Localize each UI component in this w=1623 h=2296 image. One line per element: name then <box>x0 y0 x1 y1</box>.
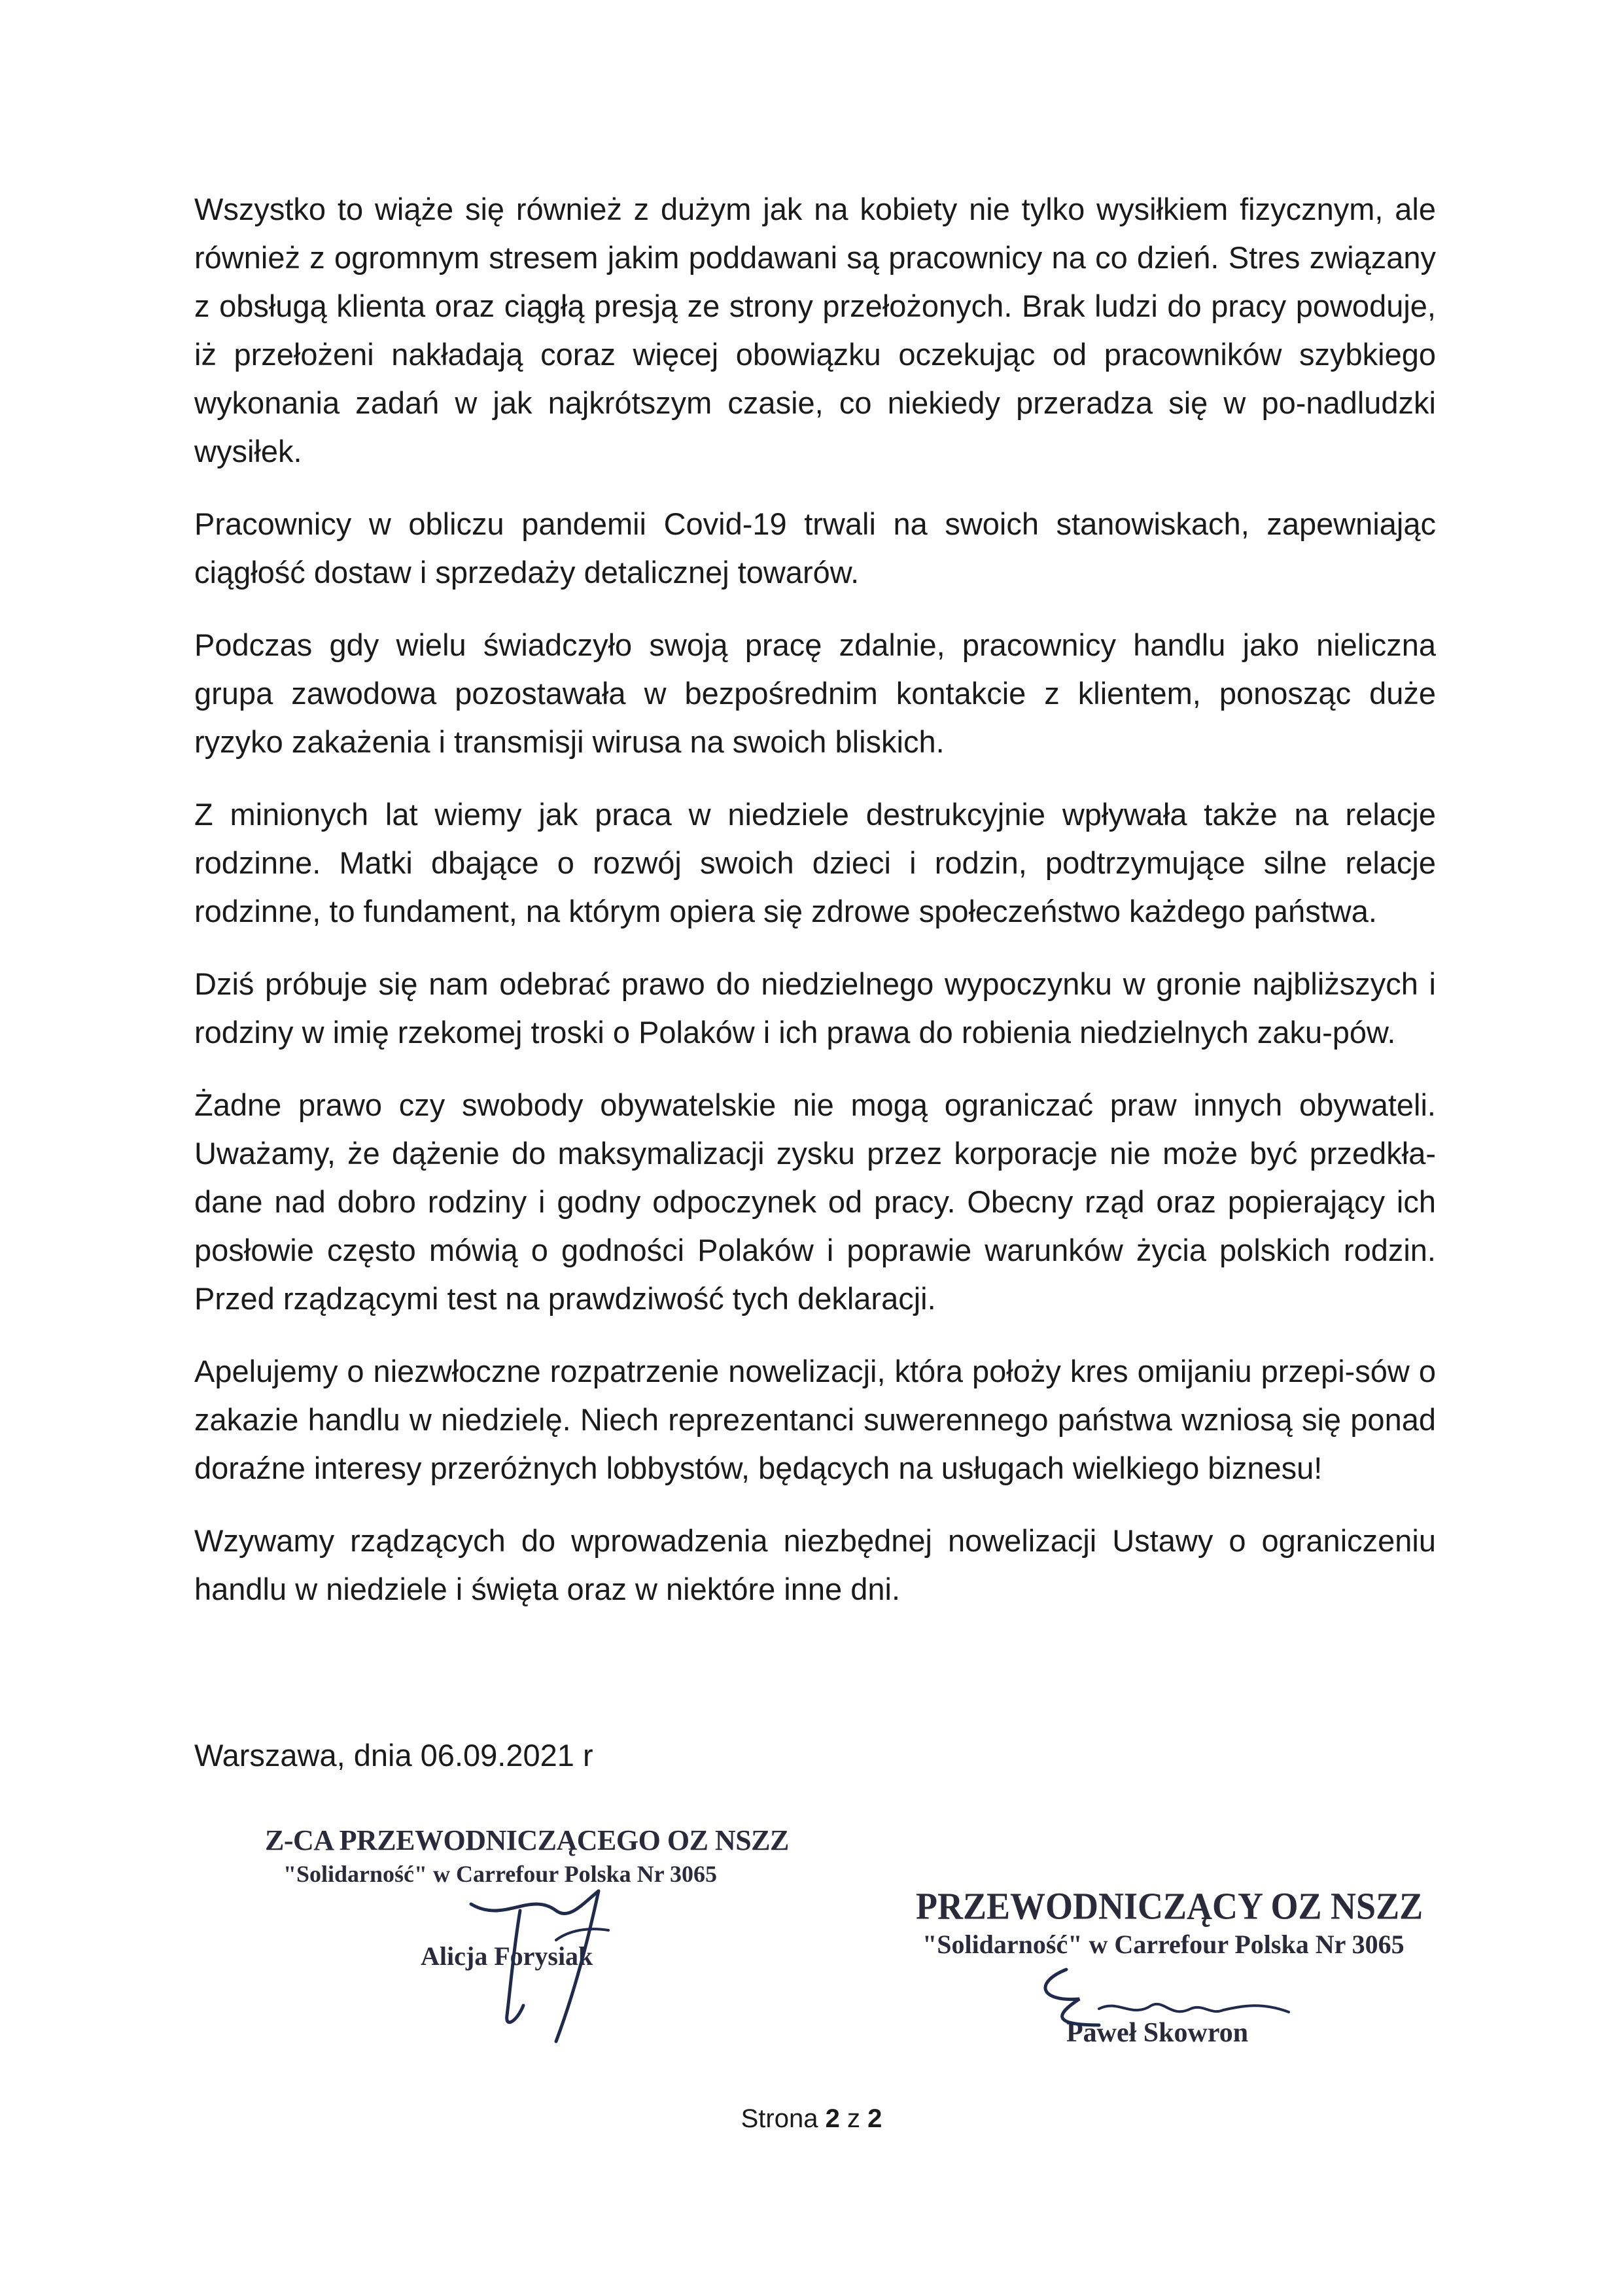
paragraph: Dziś próbuje się nam odebrać prawo do niedzielnego wypoczynku w gronie najbliższych i rodziny w imię rzekomej troski o Polaków i ich prawa do robienia niedzielnych zaku-pów. <box>194 966 1436 1050</box>
deputy-chair-signature <box>458 1865 628 2048</box>
paragraph: Apelujemy o niezwłoczne rozpatrzenie nowelizacji, która położy kres omijaniu przepi-sów o zakazie handlu w niedzielę. Niech reprezentanci suwerennego państwa wzniosą się ponad doraźne interesy przeróżnych lobbystów, będących na usługach wielkiego biznesu! <box>194 1354 1436 1485</box>
stamp-name: Paweł Skowron <box>1066 2018 1249 2048</box>
stamp-organization: "Solidarność" w Carrefour Polska Nr 3065 <box>283 1861 717 1887</box>
paragraph: Pracownicy w obliczu pandemii Covid-19 trwali na swoich stanowiskach, zapewniając ciągłość dostaw i sprzedaży detalicznej towarów. <box>194 506 1436 590</box>
paragraph: Z minionych lat wiemy jak praca w niedziele destrukcyjnie wpływała także na relacje rodzinne. Matki dbające o rozwój swoich dzieci i rodzin, podtrzymujące silne relacje rodzinne, to fundament, na którym opiera się zdrowe społeczeństwo każdego państwa. <box>194 797 1436 928</box>
paragraph: Wzywamy rządzących do wprowadzenia niezbędnej nowelizacji Ustawy o ograniczeniu handlu w niedziele i święta oraz w niektóre inne dni. <box>194 1523 1436 1606</box>
paragraph: Żadne prawo czy swobody obywatelskie nie mogą ograniczać praw innych obywateli. Uważamy, że dążenie do maksymalizacji zysku przez korporacje nie może być przedkła-dane nad dobro rodziny i godny odpoczynek od pracy. Obecny rząd oraz popierający ich posłowie często mówią o godności Polaków i poprawie warunków życia polskich rodzin. Przed rządzącymi test na prawdziwość tych deklaracji. <box>194 1087 1436 1316</box>
paragraph: Wszystko to wiąże się również z dużym jak na kobiety nie tylko wysiłkiem fizycznym, ale również z ogromnym stresem jakim poddawani są pracownicy na co dzień. Stres związany z obsługą klienta oraz ciągłą presją ze strony przełożonych. Brak ludzi do pracy powoduje, iż przełożeni nakładają coraz więcej obowiązku oczekując od pracowników szybkiego wykonania zadań w jak najkrótszym czasie, co niekiedy przeradza się w po-nadludzki wysiłek. <box>194 192 1436 468</box>
chair-signature <box>1021 1963 1295 2035</box>
stamp-title: PRZEWODNICZĄCY OZ NSZZ <box>916 1884 1423 1928</box>
stamp-organization: "Solidarność" w Carrefour Polska Nr 3065 <box>922 1930 1405 1959</box>
page-label: Strona <box>741 2104 818 2133</box>
total-pages-number: 2 <box>867 2104 882 2133</box>
page-footer <box>0 2102 1623 2135</box>
paragraph: Podczas gdy wielu świadczyło swoją pracę zdalnie, pracownicy handlu jako nieliczna grupa zawodowa pozostawała w bezpośrednim kontakcie z klientem, ponosząc duże ryzyko zakażenia i transmisji wirusa na swoich bliskich. <box>194 627 1436 759</box>
stamp-title: Z-CA PRZEWODNICZĄCEGO OZ NSZZ <box>265 1824 789 1856</box>
current-page-number: 2 <box>825 2104 840 2133</box>
stamp-name: Alicja Forysiak <box>421 1941 593 1971</box>
page-separator: z <box>846 2104 860 2133</box>
letter-body <box>194 185 1436 1638</box>
chair-stamp <box>916 1884 1478 2048</box>
place-and-date: Warszawa, dnia 06.09.2021 r <box>194 1738 593 1773</box>
